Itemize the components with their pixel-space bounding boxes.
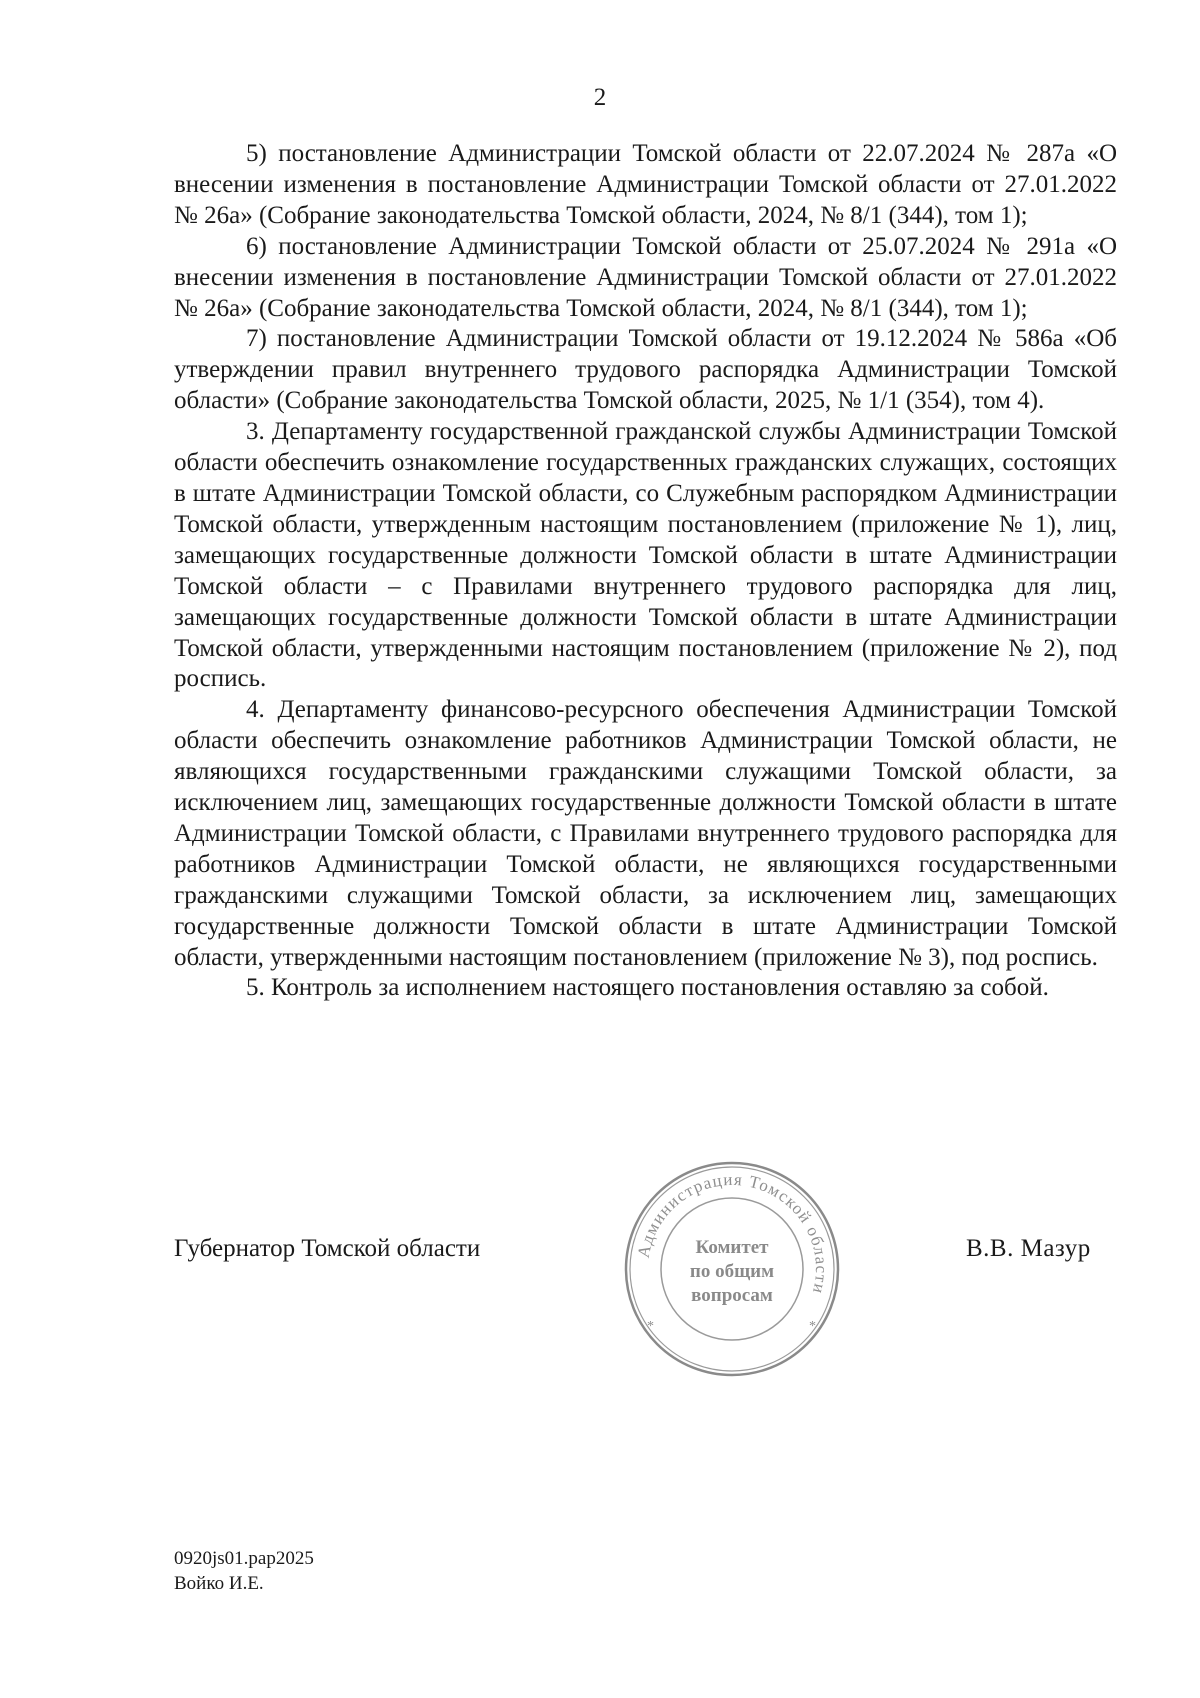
signatory-name: В.В. Мазур <box>966 1235 1091 1262</box>
signatory-position: Губернатор Томской области <box>174 1235 481 1262</box>
document-code: 0920js01.pap2025 <box>174 1548 314 1569</box>
stamp-center-line-2: по общим <box>689 1261 775 1282</box>
stamp-ring-text: Администрация Томской области <box>633 1169 832 1297</box>
page-number: 2 <box>593 84 607 111</box>
svg-text:*: * <box>647 1319 654 1334</box>
stamp-center-line-3: вопросам <box>691 1285 773 1306</box>
stamp-center-line-1: Комитет <box>695 1237 769 1258</box>
executor-name: Войко И.Е. <box>174 1573 264 1594</box>
svg-text:*: * <box>809 1319 816 1334</box>
paragraph-clause-4: 4. Департаменту финансово-ресурсного обеспечения Администрации Томской области обеспечить ознакомление работников Администрации Томской области, не являющихся государственными гражданскими служащими Томской области, за исключением лиц, замещающих государственные должности Томской области в штате Администрации Томской области, с Правилами внутреннего трудового распорядка для работников Администрации Томской области, не являющихся государственными гражданскими служащими Томской области, за исключением лиц, замещающих государственные должности Томской области в штате Администрации Томской области, утвержденными настоящим постановлением (приложение № 3), под роспись. <box>174 696 1117 971</box>
paragraph-item-5: 5) постановление Администрации Томской области от 22.07.2024 № 287а «О внесении изменения в постановление Администрации Томской области от 27.01.2022 № 26а» (Собрание законодательства Томской области, 2024, № 8/1 (344), том 1); <box>174 140 1117 229</box>
paragraph-clause-5: 5. Контроль за исполнением настоящего постановления оставляю за собой. <box>246 974 1049 1002</box>
document-body <box>174 139 1117 1004</box>
paragraph-item-7: 7) постановление Администрации Томской области от 19.12.2024 № 586а «Об утверждении правил внутреннего трудового распорядка Администрации Томской области» (Собрание законодательства Томской области, 2025, № 1/1 (354), том 4). <box>174 325 1117 415</box>
paragraph-clause-3: 3. Департаменту государственной гражданской службы Администрации Томской области обеспечить ознакомление государственных гражданских служащих, состоящих в штате Администрации Томской области, со Служебным распорядком Администрации Томской области, утвержденным настоящим постановлением (приложение № 1), лиц, замещающих государственные должности Томской области в штате Администрации Томской области – с Правилами внутреннего трудового распорядка для лиц, замещающих государственные должности Томской области в штате Администрации Томской области, утвержденными настоящим постановлением (приложение № 2), под роспись. <box>174 418 1117 693</box>
paragraph-item-6: 6) постановление Администрации Томской области от 25.07.2024 № 291а «О внесении изменения в постановление Администрации Томской области от 27.01.2022 № 26а» (Собрание законодательства Томской области, 2024, № 8/1 (344), том 1); <box>174 232 1117 322</box>
official-stamp <box>621 1158 843 1380</box>
